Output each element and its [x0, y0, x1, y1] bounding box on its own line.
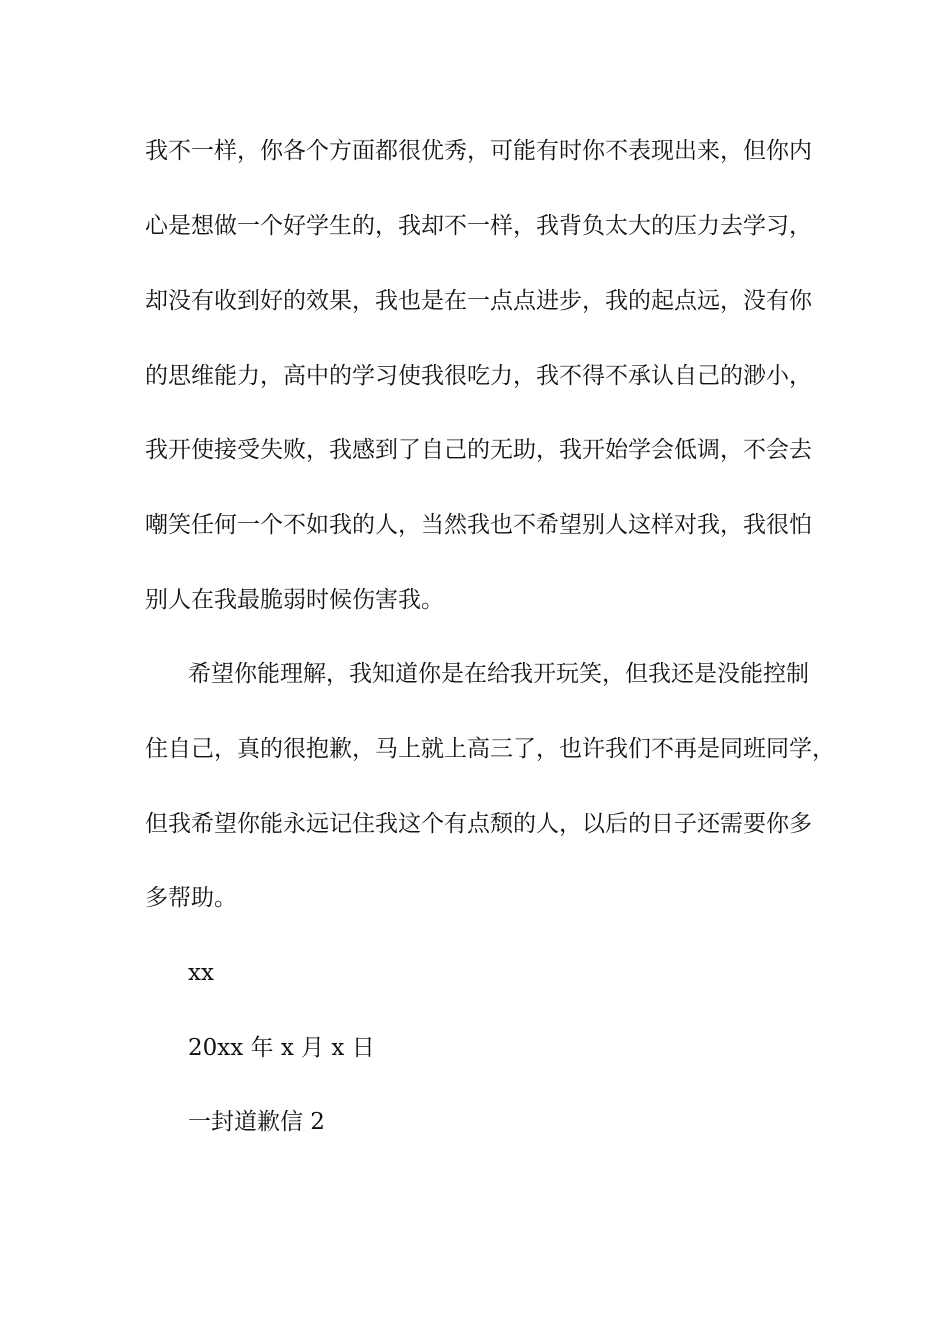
body-line: 心是想做一个好学生的，我却不一样，我背负太大的压力去学习，	[145, 213, 812, 239]
body-line: 别人在我最脆弱时候伤害我。	[145, 587, 444, 613]
body-line: 多帮助。	[145, 885, 237, 911]
body-line: 我不一样，你各个方面都很优秀，可能有时你不表现出来，但你内	[145, 138, 812, 164]
body-line: 的思维能力，高中的学习使我很吃力，我不得不承认自己的渺小，	[145, 363, 812, 389]
section-title: 一封道歉信 2	[188, 1109, 325, 1135]
body-line: 我开使接受失败，我感到了自己的无助，我开始学会低调，不会去	[145, 437, 812, 463]
body-line: 住自己，真的很抱歉，马上就上高三了，也许我们不再是同班同学，	[145, 736, 835, 762]
body-line: 嘲笑任何一个不如我的人，当然我也不希望别人这样对我，我很怕	[145, 512, 812, 538]
letter-date: 20xx 年 x 月 x 日	[188, 1035, 375, 1061]
body-line: 希望你能理解，我知道你是在给我开玩笑，但我还是没能控制	[188, 661, 809, 687]
signature: xx	[188, 960, 214, 986]
body-line: 但我希望你能永远记住我这个有点颓的人，以后的日子还需要你多	[145, 811, 812, 837]
body-line: 却没有收到好的效果，我也是在一点点进步，我的起点远，没有你	[145, 288, 812, 314]
